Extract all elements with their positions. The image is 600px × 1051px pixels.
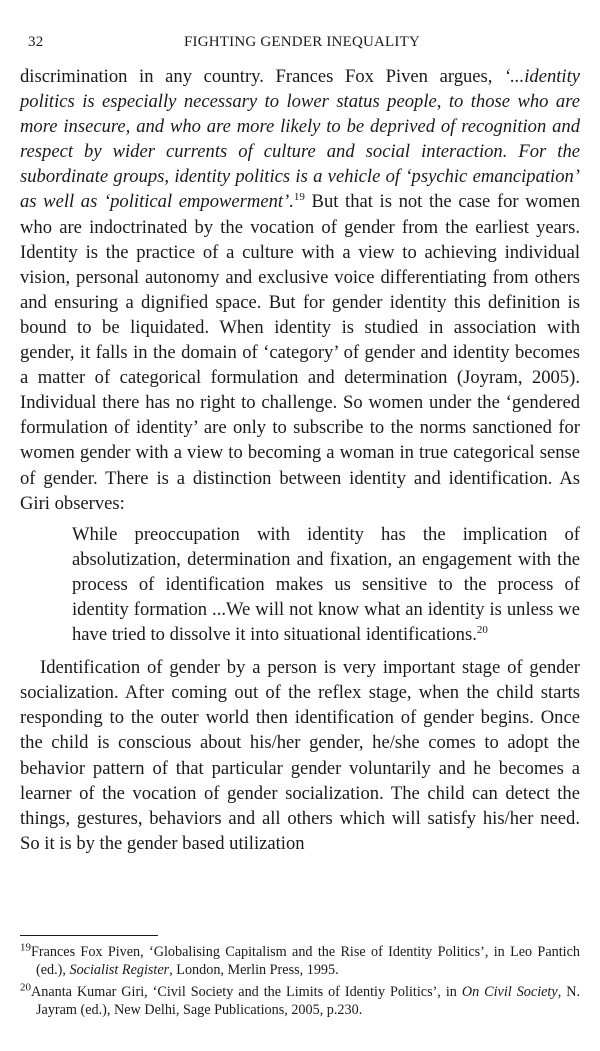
piven-quote: ‘...identity politics is especially necessary to lower status people, to those who are more insecure, and who are more likely to be deprived of recognition and respect by wider currents of culture and social interaction. For the subordinate groups, identity politics is a vehicle of ‘psychic emancipation’ as well as ‘political empowerment’. [20, 66, 580, 213]
footnote-text: , London, Merlin Press, 1995. [169, 962, 339, 979]
footnote-number: 20 [20, 981, 31, 994]
footnote-number: 19 [20, 941, 31, 954]
running-title: FIGHTING GENDER INEQUALITY [184, 34, 420, 50]
footnote-ref-19: 19 [293, 191, 305, 204]
paragraph-1-rest: But that is not the case for women who are indoctrinated by the vocation of gender from the earliest years. Identity is the practice of a culture with a view to achieving individual vision, personal autonomy and exclusive voice differentiating from others and ensuring a dignified space. But for gender identity this definition is bound to be liquidated. When identity is studied in association with gender, it falls in the domain of ‘category’ of gender and identity becomes a matter of categorical formulation and determination (Joyram, 2005). Individual there has no right to challenge. So women under the ‘gendered formulation of identity’ are only to subscribe to the norms sanctioned for women gender with a view to becoming a woman in true categorical sense of gender. There is a distinction between identity and identification. As Giri observes: [20, 191, 580, 514]
footnote-title: On Civil Society [461, 983, 558, 1000]
footnote-text: Frances Fox Piven, ‘Globalising Capitalism and the Rise of Identity Politics’, in Leo Pantich (ed.), [31, 944, 580, 979]
footnotes [20, 943, 580, 1023]
block-quote-text: While preoccupation with identity has the implication of absolutization, determination and fixation, an engagement with the process of identification makes us sensitive to the process of identity formation ...We will not know what an identity is unless we have tried to dissolve it into situational identifications. [72, 523, 580, 646]
footnote-text: , N. Jayram (ed.), New Delhi, Sage Publications, 2005, p.230. [36, 983, 580, 1019]
page-header [28, 34, 576, 54]
footnote-divider [20, 935, 158, 936]
body-text [20, 64, 580, 856]
footnote-text: Ananta Kumar Giri, ‘Civil Society and the Limits of Identiy Politics’, in [31, 983, 462, 1000]
footnote-19 [20, 943, 580, 980]
footnote-ref-20: 20 [476, 623, 488, 636]
block-quote [72, 522, 580, 647]
page-number: 32 [28, 34, 44, 50]
paragraph-1-lead: discrimination in any country. Frances Fox Piven argues, [20, 66, 505, 87]
paragraph-1 [20, 64, 580, 516]
footnote-20 [20, 983, 580, 1020]
footnote-title: Socialist Register [69, 962, 170, 979]
paragraph-2: Identification of gender by a person is very important stage of gender socialization. After coming out of the reflex stage, when the child starts responding to the outer world then identification of gender begins. Once the child is conscious about his/her gender, he/she comes to adopt the behavior pattern of that particular gender voluntarily and he becomes a learner of the vocation of gender socialization. The child can detect the things, gestures, behaviors and all others which will satisfy his/her need. So it is by the gender based utilization [20, 657, 580, 854]
